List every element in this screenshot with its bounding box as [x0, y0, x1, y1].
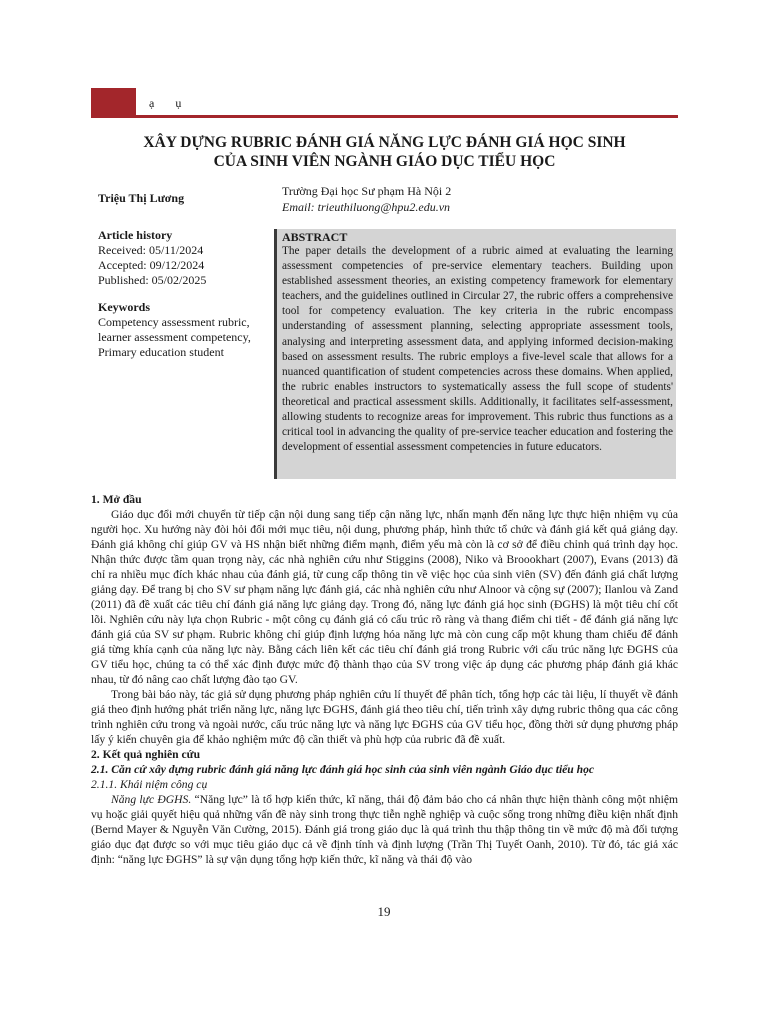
running-header-right: ụ — [175, 96, 182, 110]
paragraph-3 — [91, 792, 678, 867]
section-2-heading: 2. Kết quả nghiên cứu — [91, 748, 201, 761]
article-meta — [98, 228, 268, 360]
accepted-date: Accepted: 09/12/2024 — [98, 258, 205, 272]
received-date: Received: 05/11/2024 — [98, 243, 204, 257]
section-2-1-heading: 2.1. Căn cứ xây dựng rubric đánh giá năng lực đánh giá học sinh của sinh viên ngành Giáo dục tiểu học — [91, 763, 595, 776]
keywords-text: Competency assessment rubric, learner assessment competency, Primary education student — [98, 315, 251, 359]
abstract-box — [274, 229, 676, 479]
author-email: Email: trieuthiluong@hpu2.edu.vn — [282, 200, 451, 214]
paper-title-line-2: CỦA SINH VIÊN NGÀNH GIÁO DỤC TIỂU HỌC — [213, 153, 556, 170]
abstract-heading: ABSTRACT — [282, 230, 348, 244]
paragraph-3-lead: Năng lực ĐGHS. — [111, 793, 192, 806]
author-name: Triệu Thị Lương — [98, 191, 185, 205]
page-number: 19 — [377, 904, 391, 919]
paragraph-1: Giáo dục đổi mới chuyển từ tiếp cận nội dung sang tiếp cận năng lực, nhấn mạnh đến năng lực thực hiện nhiệm vụ của người học. Xu hướng này đòi hỏi đổi mới mục tiêu, nội dung, phương pháp, hình thức tổ chức và đánh giá kết quả giảng dạy. Đánh giá không chỉ giúp GV và HS nhận biết những điểm mạnh, điểm yếu mà còn là cơ sở để điều chỉnh quá trình dạy học. Nhận thức được tầm quan trọng này, các nhà nghiên cứu như Stiggins (2008), Niko và Broookhart (2007), Evans (2013) đã chỉ ra nhiều mục đích khác nhau của đánh giá, từ cung cấp thông tin về việc học của sinh viên (SV) đến đánh giá chất lượng giảng dạy. Để trang bị cho SV sư phạm năng lực đánh giá, các nhà nghiên cứu như Alnoor và cộng sự (2007); Ilanlou và Zand (2011) đã đề xuất các tiêu chí đánh giá năng lực giảng dạy. Trong đó, năng lực đánh giá học sinh (ĐGHS) là một tiêu chí cốt lõi. Nghiên cứu này lựa chọn Rubric - một công cụ đánh giá có cấu trúc rõ ràng và thang điểm chi tiết - để đánh giá năng lực đánh giá của SV sư phạm. Rubric không chỉ giúp định lượng hóa năng lực mà còn cung cấp một khung tham chiếu để đánh giá từng khía cạnh của năng lực này. Bằng cách liên kết các tiêu chí đánh giá trong Rubric với cấu trúc năng lực ĐGHS của GV tiểu học, chúng ta có thể xác định được mức độ thành thạo của SV trong việc áp dụng các phương pháp đánh giá khác nhau, từ đó nâng cao chất lượng đào tạo GV. — [91, 508, 678, 686]
running-header-left: ạ — [149, 96, 155, 110]
published-date: Published: 05/02/2025 — [98, 273, 207, 287]
paper-title-line-1: XÂY DỰNG RUBRIC ĐÁNH GIÁ NĂNG LỰC ĐÁNH GIÁ HỌC SINH — [143, 134, 626, 151]
paragraph-2: Trong bài báo này, tác giả sử dụng phương pháp nghiên cứu lí thuyết để phân tích, tổng hợp các tài liệu, lí thuyết về đánh giá theo định hướng phát triển năng lực, năng lực ĐGHS, đánh giá theo tiêu chí, tiến trình xây dựng rubric thông qua các công trình nghiên cứu trong và ngoài nước, cấu trúc năng lực và năng lực ĐGHS của GV tiểu học, đồng thời sử dụng phương pháp lấy ý kiến chuyên gia để khảo nghiệm mức độ cần thiết và phù hợp của rubric đã đề xuất. — [91, 688, 678, 746]
section-1-heading: 1. Mở đầu — [91, 493, 142, 506]
article-history-heading: Article history — [98, 228, 173, 242]
paragraph-3-text: “Năng lực” là tổ hợp kiến thức, kĩ năng, thái độ đảm bảo cho cá nhân thực hiện thành công một nhiệm vụ hoặc giải quyết hiệu quả những vấn đề này sinh trong thực tiễn nghề nghiệp và cuộc sống trong những điều kiện nhất định (Bernd Mayer & Nguyễn Văn Cường, 2015). Đánh giá trong giáo dục là quá trình thu thập thông tin về mức độ mà đối tượng giáo dục đạt được so với mục tiêu giáo dục cả về định tính và định lượng (Trần Thị Tuyết Oanh, 2010). Từ đó, tác giả xác định: “năng lực ĐGHS” là sự vận dụng tổng hợp kiến thức, kĩ năng và thái độ vào — [91, 793, 678, 866]
main-body — [91, 492, 678, 867]
abstract-side-bar — [274, 229, 277, 479]
header-accent-block — [91, 88, 136, 118]
author-affiliation — [282, 183, 451, 215]
keywords-heading: Keywords — [98, 300, 150, 314]
section-2-1-1-heading: 2.1.1. Khái niệm công cụ — [91, 778, 208, 791]
paper-title — [91, 133, 678, 171]
institution: Trường Đại học Sư phạm Hà Nội 2 — [282, 184, 452, 198]
abstract-text: The paper details the development of a rubric aimed at evaluating the learning assessment competencies of pre-service elementary teachers. Building upon established assessment theories, an existing competency framework for elementary teachers, and the guidelines outlined in Circular 27, the rubric offers a comprehensive tool for competency evaluation. The key criteria in the rubric encompass understanding of assessment planning, selecting appropriate assessment tools, analysing and interpreting assessment data, and applying informed decision-making based on assessment results. The rubric employs a five-level scale that allows for a nuanced quantification of student competencies across these domains. When applied, the rubric enables instructors to systematically assess the full scope of students' theoretical and practical assessment skills. Additionally, it facilitates self-assessment, allowing students to recognize areas for improvement. This rubric thus functions as a critical tool in advancing the quality of pre-service teacher education and fostering the development of essential assessment competencies in future educators. — [282, 245, 673, 454]
header-rule — [136, 115, 678, 118]
running-header-text — [149, 96, 181, 111]
running-header — [91, 88, 678, 118]
